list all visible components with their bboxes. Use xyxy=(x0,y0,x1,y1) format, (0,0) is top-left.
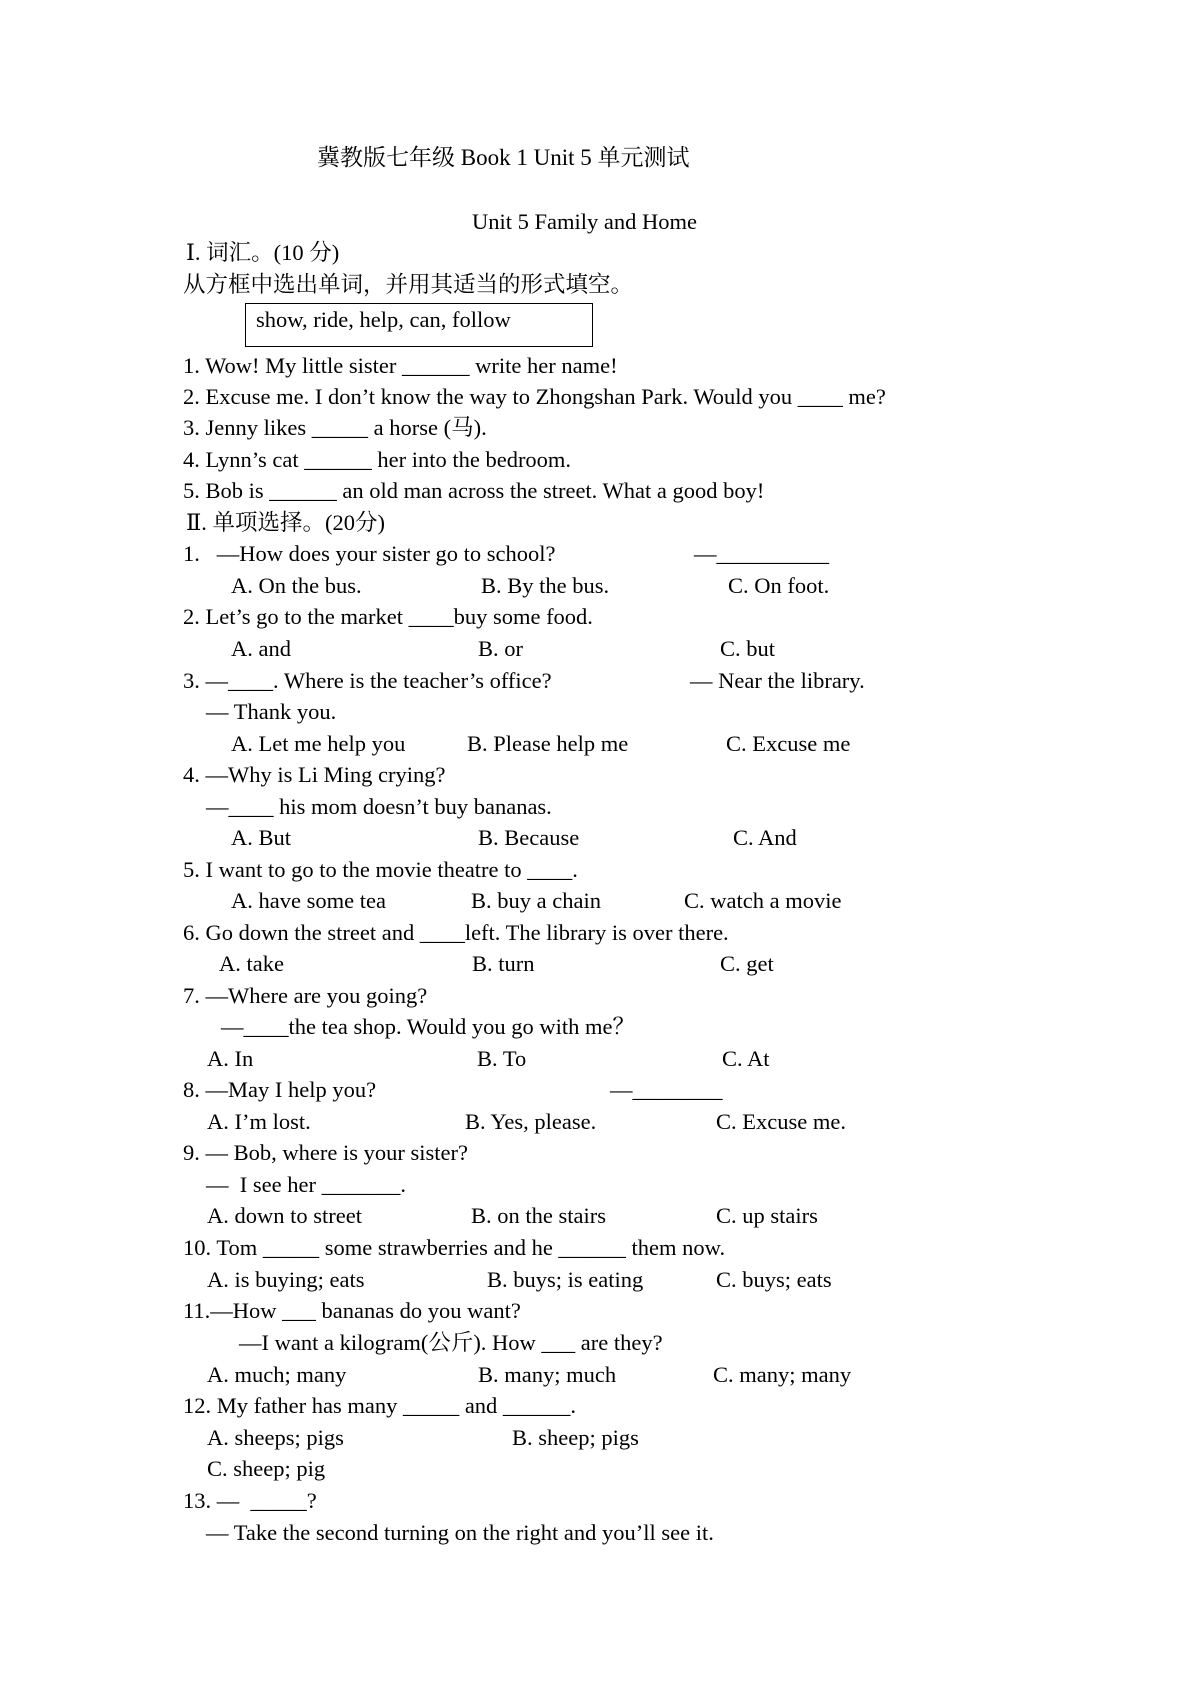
question-3-option-c: C. Excuse me xyxy=(726,731,851,756)
question-10-option-a: A. is buying; eats xyxy=(207,1267,365,1292)
question-6-option-c: C. get xyxy=(720,951,774,976)
question-10-option-c: C. buys; eats xyxy=(716,1267,832,1292)
question-3-option-b: B. Please help me xyxy=(467,731,629,756)
document-title: 冀教版七年级 Book 1 Unit 5 单元测试 xyxy=(317,145,690,170)
question-9-option-c: C. up stairs xyxy=(716,1203,818,1228)
question-3-stem: 3. —____. Where is the teacher’s office? xyxy=(183,668,552,693)
question-7-stem: 7. —Where are you going? xyxy=(183,983,428,1008)
question-5-option-c: C. watch a movie xyxy=(684,888,842,913)
question-7-option-a: A. In xyxy=(207,1046,254,1071)
question-11-option-b: B. many; much xyxy=(478,1362,617,1387)
question-8-option-b: B. Yes, please. xyxy=(465,1109,597,1134)
question-11-stem: 11.—How ___ bananas do you want? xyxy=(183,1298,521,1323)
question-2-option-a: A. and xyxy=(231,636,291,661)
question-2-option-c: C. but xyxy=(720,636,776,661)
vocab-item-4: 4. Lynn’s cat ______ her into the bedroom. xyxy=(183,447,572,472)
question-3-option-a: A. Let me help you xyxy=(231,731,406,756)
question-8-stem: 8. —May I help you? xyxy=(183,1077,377,1102)
vocab-item-5: 5. Bob is ______ an old man across the street. What a good boy! xyxy=(183,478,765,503)
question-1-option-a: A. On the bus. xyxy=(231,573,362,598)
section1-instruction: 从方框中选出单词，并用其适当的形式填空。 xyxy=(183,272,634,297)
question-1-stem: 1. —How does your sister go to school? xyxy=(183,541,556,566)
vocab-item-1: 1. Wow! My little sister ______ write her name! xyxy=(183,353,618,378)
question-4-reply: —____ his mom doesn’t buy bananas. xyxy=(206,794,552,819)
question-12-option-b: B. sheep; pigs xyxy=(512,1425,639,1450)
question-1-option-b: B. By the bus. xyxy=(481,573,610,598)
question-11-reply: —I want a kilogram(公斤). How ___ are they? xyxy=(239,1330,663,1355)
word-box-text: show, ride, help, can, follow xyxy=(256,307,511,332)
question-12-stem: 12. My father has many _____ and ______. xyxy=(183,1393,577,1418)
question-11-option-c: C. many; many xyxy=(713,1362,852,1387)
question-1-answer-blank: —__________ xyxy=(694,541,829,566)
question-7-option-c: C. At xyxy=(722,1046,770,1071)
question-12-option-a: A. sheeps; pigs xyxy=(207,1425,344,1450)
question-4-option-c: C. And xyxy=(733,825,797,850)
question-6-option-b: B. turn xyxy=(472,951,535,976)
question-6-stem: 6. Go down the street and ____left. The library is over there. xyxy=(183,920,729,945)
question-9-option-b: B. on the stairs xyxy=(471,1203,606,1228)
document-subtitle: Unit 5 Family and Home xyxy=(472,209,697,234)
question-5-option-b: B. buy a chain xyxy=(471,888,601,913)
question-13-reply: — Take the second turning on the right and you’ll see it. xyxy=(206,1520,714,1545)
question-3-reply-2: — Thank you. xyxy=(206,699,337,724)
question-10-option-b: B. buys; is eating xyxy=(487,1267,644,1292)
question-8-option-a: A. I’m lost. xyxy=(207,1109,311,1134)
question-4-stem: 4. —Why is Li Ming crying? xyxy=(183,762,446,787)
question-6-option-a: A. take xyxy=(219,951,284,976)
question-4-option-a: A. But xyxy=(231,825,292,850)
question-5-option-a: A. have some tea xyxy=(231,888,386,913)
question-7-option-b: B. To xyxy=(477,1046,527,1071)
question-8-answer-blank: —________ xyxy=(610,1077,723,1102)
question-8-option-c: C. Excuse me. xyxy=(716,1109,846,1134)
question-1-option-c: C. On foot. xyxy=(728,573,830,598)
section1-heading: Ⅰ. 词汇。(10 分) xyxy=(186,240,340,265)
question-5-stem: 5. I want to go to the movie theatre to ____. xyxy=(183,857,578,882)
vocab-item-2: 2. Excuse me. I don’t know the way to Zhongshan Park. Would you ____ me? xyxy=(183,384,886,409)
word-box xyxy=(245,303,593,347)
section2-heading: Ⅱ. 单项选择。(20分) xyxy=(186,510,386,535)
question-9-option-a: A. down to street xyxy=(207,1203,362,1228)
question-9-stem: 9. — Bob, where is your sister? xyxy=(183,1140,468,1165)
question-7-reply: —____the tea shop. Would you go with me？ xyxy=(221,1014,635,1039)
question-11-option-a: A. much; many xyxy=(207,1362,347,1387)
vocab-item-3: 3. Jenny likes _____ a horse (马). xyxy=(183,415,487,440)
question-10-stem: 10. Tom _____ some strawberries and he ______ them now. xyxy=(183,1235,726,1260)
question-4-option-b: B. Because xyxy=(478,825,580,850)
question-3-reply: — Near the library. xyxy=(690,668,865,693)
question-12-option-c: C. sheep; pig xyxy=(207,1456,326,1481)
question-9-reply: — I see her _______. xyxy=(206,1172,406,1197)
question-13-stem: 13. — _____? xyxy=(183,1488,317,1513)
question-2-stem: 2. Let’s go to the market ____buy some food. xyxy=(183,604,593,629)
question-2-option-b: B. or xyxy=(478,636,523,661)
